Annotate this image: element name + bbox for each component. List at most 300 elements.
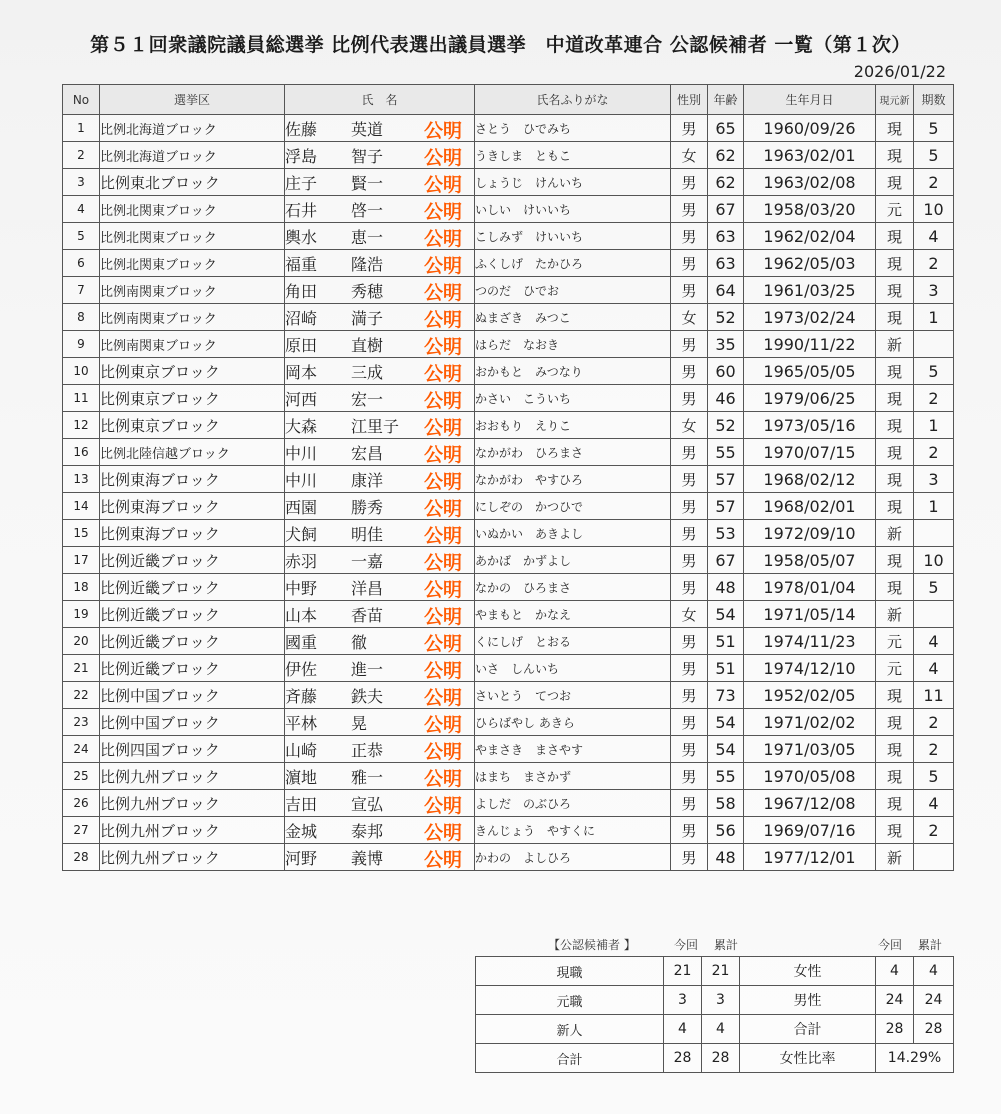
row-given-name: 鉄夫 [351, 686, 384, 706]
row-age: 62 [708, 142, 744, 169]
row-given-name: 晃 [351, 713, 368, 733]
party-label: 公明 [423, 390, 462, 412]
row-district: 比例中国ブロック [100, 682, 285, 709]
row-status: 現 [876, 466, 914, 493]
row-terms: 5 [914, 115, 954, 142]
summary-total: 28 [702, 1044, 740, 1073]
party-label: 公明 [423, 633, 462, 655]
row-sex: 男 [671, 628, 708, 655]
row-no: 18 [63, 574, 100, 601]
row-terms: 2 [914, 250, 954, 277]
row-status: 現 [876, 277, 914, 304]
row-no: 9 [63, 331, 100, 358]
summary-total: 3 [702, 986, 740, 1015]
row-surname: 大森 [285, 416, 318, 436]
row-district: 比例北関東ブロック [100, 223, 285, 250]
summary-total: 28 [914, 1015, 954, 1044]
row-name [285, 358, 475, 385]
summary-col-total-left: 累計 [714, 938, 739, 952]
row-given-name: 隆浩 [351, 254, 384, 274]
row-kana: はらだ なおき [475, 331, 671, 358]
party-label: 公明 [423, 336, 462, 358]
row-district: 比例東海ブロック [100, 493, 285, 520]
row-age: 73 [708, 682, 744, 709]
row-age: 52 [708, 304, 744, 331]
row-name [285, 574, 475, 601]
row-given-name: 勝秀 [351, 497, 384, 517]
row-given-name: 宏昌 [351, 443, 384, 463]
header-sex: 性別 [671, 85, 708, 115]
row-terms: 4 [914, 655, 954, 682]
row-no: 10 [63, 358, 100, 385]
table-row [63, 142, 954, 169]
row-sex: 男 [671, 655, 708, 682]
row-terms: 1 [914, 304, 954, 331]
row-birth: 1958/03/20 [744, 196, 876, 223]
row-no: 14 [63, 493, 100, 520]
row-kana: うきしま ともこ [475, 142, 671, 169]
row-birth: 1963/02/08 [744, 169, 876, 196]
row-age: 67 [708, 196, 744, 223]
row-given-name: 直樹 [351, 335, 384, 355]
row-given-name: 義博 [351, 848, 384, 868]
row-age: 64 [708, 277, 744, 304]
row-no: 24 [63, 736, 100, 763]
header-kana: 氏名ふりがな [475, 85, 671, 115]
row-sex: 男 [671, 277, 708, 304]
row-terms [914, 520, 954, 547]
row-given-name: 明佳 [351, 524, 384, 544]
row-kana: やまもと かなえ [475, 601, 671, 628]
table-row [63, 304, 954, 331]
row-surname: 輿水 [285, 227, 318, 247]
row-kana: あかば かずよし [475, 547, 671, 574]
row-age: 51 [708, 655, 744, 682]
row-given-name: 進一 [351, 659, 384, 679]
row-given-name: 英道 [351, 119, 384, 139]
row-surname: 中野 [285, 578, 318, 598]
row-kana: きんじょう やすくに [475, 817, 671, 844]
table-row [63, 790, 954, 817]
row-terms: 2 [914, 709, 954, 736]
row-no: 3 [63, 169, 100, 196]
summary-row [476, 957, 954, 986]
row-birth: 1979/06/25 [744, 385, 876, 412]
row-age: 54 [708, 709, 744, 736]
row-given-name: 一嘉 [351, 551, 384, 571]
row-given-name: 啓一 [351, 200, 384, 220]
summary-heading: 【公認候補者 】 [548, 938, 636, 952]
row-given-name: 秀穂 [351, 281, 384, 301]
row-terms: 11 [914, 682, 954, 709]
row-age: 52 [708, 412, 744, 439]
row-status: 現 [876, 817, 914, 844]
row-name [285, 142, 475, 169]
summary-label: 現職 [476, 957, 664, 986]
row-no: 19 [63, 601, 100, 628]
row-no: 16 [63, 439, 100, 466]
table-row [63, 277, 954, 304]
row-birth: 1978/01/04 [744, 574, 876, 601]
row-sex: 男 [671, 196, 708, 223]
table-row [63, 601, 954, 628]
row-sex: 男 [671, 169, 708, 196]
row-age: 55 [708, 439, 744, 466]
row-district: 比例九州ブロック [100, 763, 285, 790]
row-birth: 1967/12/08 [744, 790, 876, 817]
row-terms: 2 [914, 817, 954, 844]
table-row [63, 223, 954, 250]
party-label: 公明 [423, 849, 462, 871]
row-birth: 1970/05/08 [744, 763, 876, 790]
row-no: 13 [63, 466, 100, 493]
party-label: 公明 [423, 255, 462, 277]
row-status: 現 [876, 223, 914, 250]
row-status: 現 [876, 304, 914, 331]
table-row [63, 169, 954, 196]
row-status: 現 [876, 682, 914, 709]
summary-table [475, 956, 954, 1073]
row-kana: なかがわ やすひろ [475, 466, 671, 493]
row-no: 26 [63, 790, 100, 817]
row-name [285, 115, 475, 142]
row-status: 現 [876, 142, 914, 169]
party-label: 公明 [423, 741, 462, 763]
row-name [285, 655, 475, 682]
row-district: 比例近畿ブロック [100, 655, 285, 682]
row-no: 5 [63, 223, 100, 250]
row-district: 比例東海ブロック [100, 520, 285, 547]
row-age: 55 [708, 763, 744, 790]
row-surname: 吉田 [285, 794, 318, 814]
row-surname: 庄子 [285, 173, 318, 193]
table-row [63, 331, 954, 358]
table-row [63, 412, 954, 439]
table-row [63, 628, 954, 655]
table-row [63, 655, 954, 682]
row-kana: しょうじ けんいち [475, 169, 671, 196]
row-no: 28 [63, 844, 100, 871]
party-label: 公明 [423, 444, 462, 466]
party-label: 公明 [423, 552, 462, 574]
row-name [285, 628, 475, 655]
row-given-name: 正恭 [351, 740, 384, 760]
row-name [285, 169, 475, 196]
row-district: 比例北関東ブロック [100, 250, 285, 277]
header-age: 年齢 [708, 85, 744, 115]
row-district: 比例東京ブロック [100, 358, 285, 385]
row-terms: 1 [914, 412, 954, 439]
row-sex: 男 [671, 331, 708, 358]
party-label: 公明 [423, 201, 462, 223]
row-surname: 佐藤 [285, 119, 318, 139]
header-birth: 生年月日 [744, 85, 876, 115]
row-birth: 1962/02/04 [744, 223, 876, 250]
row-status: 現 [876, 169, 914, 196]
row-birth: 1974/12/10 [744, 655, 876, 682]
summary-current: 21 [664, 957, 702, 986]
row-age: 57 [708, 466, 744, 493]
party-label: 公明 [423, 714, 462, 736]
row-name [285, 520, 475, 547]
table-row [63, 196, 954, 223]
row-no: 7 [63, 277, 100, 304]
party-label: 公明 [423, 768, 462, 790]
row-status: 現 [876, 790, 914, 817]
row-given-name: 泰邦 [351, 821, 384, 841]
row-terms: 3 [914, 466, 954, 493]
row-kana: こしみず けいいち [475, 223, 671, 250]
row-status: 元 [876, 196, 914, 223]
row-terms: 2 [914, 169, 954, 196]
party-label: 公明 [423, 417, 462, 439]
party-label: 公明 [423, 579, 462, 601]
row-district: 比例南関東ブロック [100, 304, 285, 331]
row-terms: 5 [914, 574, 954, 601]
row-given-name: 賢一 [351, 173, 384, 193]
summary-row [476, 986, 954, 1015]
row-surname: 國重 [285, 632, 318, 652]
row-name [285, 439, 475, 466]
row-terms: 5 [914, 763, 954, 790]
row-surname: 河西 [285, 389, 318, 409]
row-given-name: 江里子 [351, 416, 400, 436]
row-district: 比例九州ブロック [100, 844, 285, 871]
row-terms: 4 [914, 790, 954, 817]
party-label: 公明 [423, 471, 462, 493]
row-age: 63 [708, 250, 744, 277]
header-terms: 期数 [914, 85, 954, 115]
row-birth: 1971/02/02 [744, 709, 876, 736]
row-sex: 男 [671, 736, 708, 763]
table-header-row [63, 85, 954, 115]
row-terms: 1 [914, 493, 954, 520]
row-status: 現 [876, 763, 914, 790]
row-name [285, 277, 475, 304]
row-surname: 伊佐 [285, 659, 318, 679]
row-sex: 男 [671, 358, 708, 385]
row-surname: 河野 [285, 848, 318, 868]
row-terms: 5 [914, 358, 954, 385]
row-name [285, 709, 475, 736]
row-name [285, 223, 475, 250]
header-status: 現元新 [876, 85, 914, 115]
row-name [285, 331, 475, 358]
row-name [285, 412, 475, 439]
row-status: 現 [876, 709, 914, 736]
row-terms: 5 [914, 142, 954, 169]
row-age: 48 [708, 574, 744, 601]
row-birth: 1977/12/01 [744, 844, 876, 871]
row-birth: 1952/02/05 [744, 682, 876, 709]
summary-current: 24 [876, 986, 914, 1015]
row-district: 比例北陸信越ブロック [100, 439, 285, 466]
candidate-table [62, 84, 954, 871]
table-row [63, 763, 954, 790]
row-no: 27 [63, 817, 100, 844]
row-name [285, 493, 475, 520]
table-row [63, 385, 954, 412]
row-sex: 男 [671, 574, 708, 601]
party-label: 公明 [423, 174, 462, 196]
row-sex: 女 [671, 142, 708, 169]
row-kana: さいとう てつお [475, 682, 671, 709]
row-district: 比例東京ブロック [100, 385, 285, 412]
row-surname: 山崎 [285, 740, 318, 760]
row-name [285, 790, 475, 817]
row-name [285, 817, 475, 844]
summary-row [476, 1044, 954, 1073]
summary-label: 合計 [740, 1015, 876, 1044]
row-kana: かさい こういち [475, 385, 671, 412]
row-birth: 1963/02/01 [744, 142, 876, 169]
table-row [63, 547, 954, 574]
row-district: 比例南関東ブロック [100, 331, 285, 358]
row-surname: 西園 [285, 497, 318, 517]
row-kana: ひらばやし あきら [475, 709, 671, 736]
row-surname: 岡本 [285, 362, 318, 382]
row-status: 現 [876, 412, 914, 439]
summary-ratio-value: 14.29% [876, 1044, 954, 1073]
row-no: 17 [63, 547, 100, 574]
row-district: 比例東北ブロック [100, 169, 285, 196]
row-birth: 1990/11/22 [744, 331, 876, 358]
row-kana: はまち まさかず [475, 763, 671, 790]
row-district: 比例中国ブロック [100, 709, 285, 736]
row-sex: 男 [671, 682, 708, 709]
party-label: 公明 [423, 147, 462, 169]
row-kana: つのだ ひでお [475, 277, 671, 304]
table-row [63, 520, 954, 547]
row-given-name: 洋昌 [351, 578, 384, 598]
summary-total: 4 [702, 1015, 740, 1044]
row-birth: 1971/05/14 [744, 601, 876, 628]
row-age: 46 [708, 385, 744, 412]
summary-ratio-label: 女性比率 [740, 1044, 876, 1073]
row-district: 比例北海道ブロック [100, 142, 285, 169]
row-name [285, 736, 475, 763]
row-no: 25 [63, 763, 100, 790]
row-surname: 沼崎 [285, 308, 318, 328]
party-label: 公明 [423, 660, 462, 682]
row-birth: 1972/09/10 [744, 520, 876, 547]
row-kana: さとう ひでみち [475, 115, 671, 142]
row-kana: おかもと みつなり [475, 358, 671, 385]
summary-label: 男性 [740, 986, 876, 1015]
party-label: 公明 [423, 822, 462, 844]
row-name [285, 682, 475, 709]
row-birth: 1960/09/26 [744, 115, 876, 142]
row-name [285, 763, 475, 790]
row-birth: 1974/11/23 [744, 628, 876, 655]
row-no: 20 [63, 628, 100, 655]
table-row [63, 250, 954, 277]
table-row [63, 358, 954, 385]
row-kana: やまさき まさやす [475, 736, 671, 763]
row-terms: 10 [914, 196, 954, 223]
row-sex: 男 [671, 439, 708, 466]
row-age: 60 [708, 358, 744, 385]
table-row [63, 817, 954, 844]
row-name [285, 601, 475, 628]
row-surname: 平林 [285, 713, 318, 733]
row-sex: 男 [671, 547, 708, 574]
party-label: 公明 [423, 309, 462, 331]
document-date: 2026/01/22 [853, 62, 946, 81]
row-district: 比例東京ブロック [100, 412, 285, 439]
row-status: 現 [876, 574, 914, 601]
row-district: 比例近畿ブロック [100, 628, 285, 655]
table-row [63, 115, 954, 142]
row-kana: いしい けいいち [475, 196, 671, 223]
row-status: 新 [876, 331, 914, 358]
row-kana: いさ しんいち [475, 655, 671, 682]
row-surname: 犬飼 [285, 524, 318, 544]
row-age: 54 [708, 736, 744, 763]
table-row [63, 682, 954, 709]
header-district: 選挙区 [100, 85, 285, 115]
row-given-name: 香苗 [351, 605, 384, 625]
row-sex: 男 [671, 250, 708, 277]
row-district: 比例北海道ブロック [100, 115, 285, 142]
row-given-name: 恵一 [351, 227, 384, 247]
row-surname: 浮島 [285, 146, 318, 166]
row-name [285, 304, 475, 331]
row-terms: 2 [914, 385, 954, 412]
row-surname: 中川 [285, 470, 318, 490]
row-surname: 斉藤 [285, 686, 318, 706]
row-status: 新 [876, 601, 914, 628]
table-row [63, 574, 954, 601]
row-sex: 女 [671, 412, 708, 439]
row-status: 現 [876, 358, 914, 385]
row-birth: 1965/05/05 [744, 358, 876, 385]
table-row [63, 493, 954, 520]
row-birth: 1961/03/25 [744, 277, 876, 304]
header-no: No [63, 85, 100, 115]
row-surname: 石井 [285, 200, 318, 220]
row-age: 53 [708, 520, 744, 547]
row-given-name: 智子 [351, 146, 384, 166]
summary-label: 元職 [476, 986, 664, 1015]
row-district: 比例九州ブロック [100, 790, 285, 817]
row-terms [914, 601, 954, 628]
row-name [285, 385, 475, 412]
party-label: 公明 [423, 525, 462, 547]
row-sex: 男 [671, 790, 708, 817]
row-district: 比例東海ブロック [100, 466, 285, 493]
summary-label: 女性 [740, 957, 876, 986]
row-birth: 1973/05/16 [744, 412, 876, 439]
table-row [63, 844, 954, 871]
row-terms [914, 331, 954, 358]
row-district: 比例北関東ブロック [100, 196, 285, 223]
row-status: 現 [876, 547, 914, 574]
summary-current: 4 [876, 957, 914, 986]
row-district: 比例九州ブロック [100, 817, 285, 844]
party-label: 公明 [423, 120, 462, 142]
row-no: 6 [63, 250, 100, 277]
header-name: 氏 名 [285, 85, 475, 115]
summary-total: 4 [914, 957, 954, 986]
row-no: 1 [63, 115, 100, 142]
row-terms: 10 [914, 547, 954, 574]
row-sex: 女 [671, 601, 708, 628]
document-title: 第５１回衆議院議員総選挙 比例代表選出議員選挙 中道改革連合 公認候補者 一覧（第１次） [90, 34, 911, 56]
row-district: 比例近畿ブロック [100, 601, 285, 628]
row-status: 元 [876, 628, 914, 655]
summary-label: 合計 [476, 1044, 664, 1073]
